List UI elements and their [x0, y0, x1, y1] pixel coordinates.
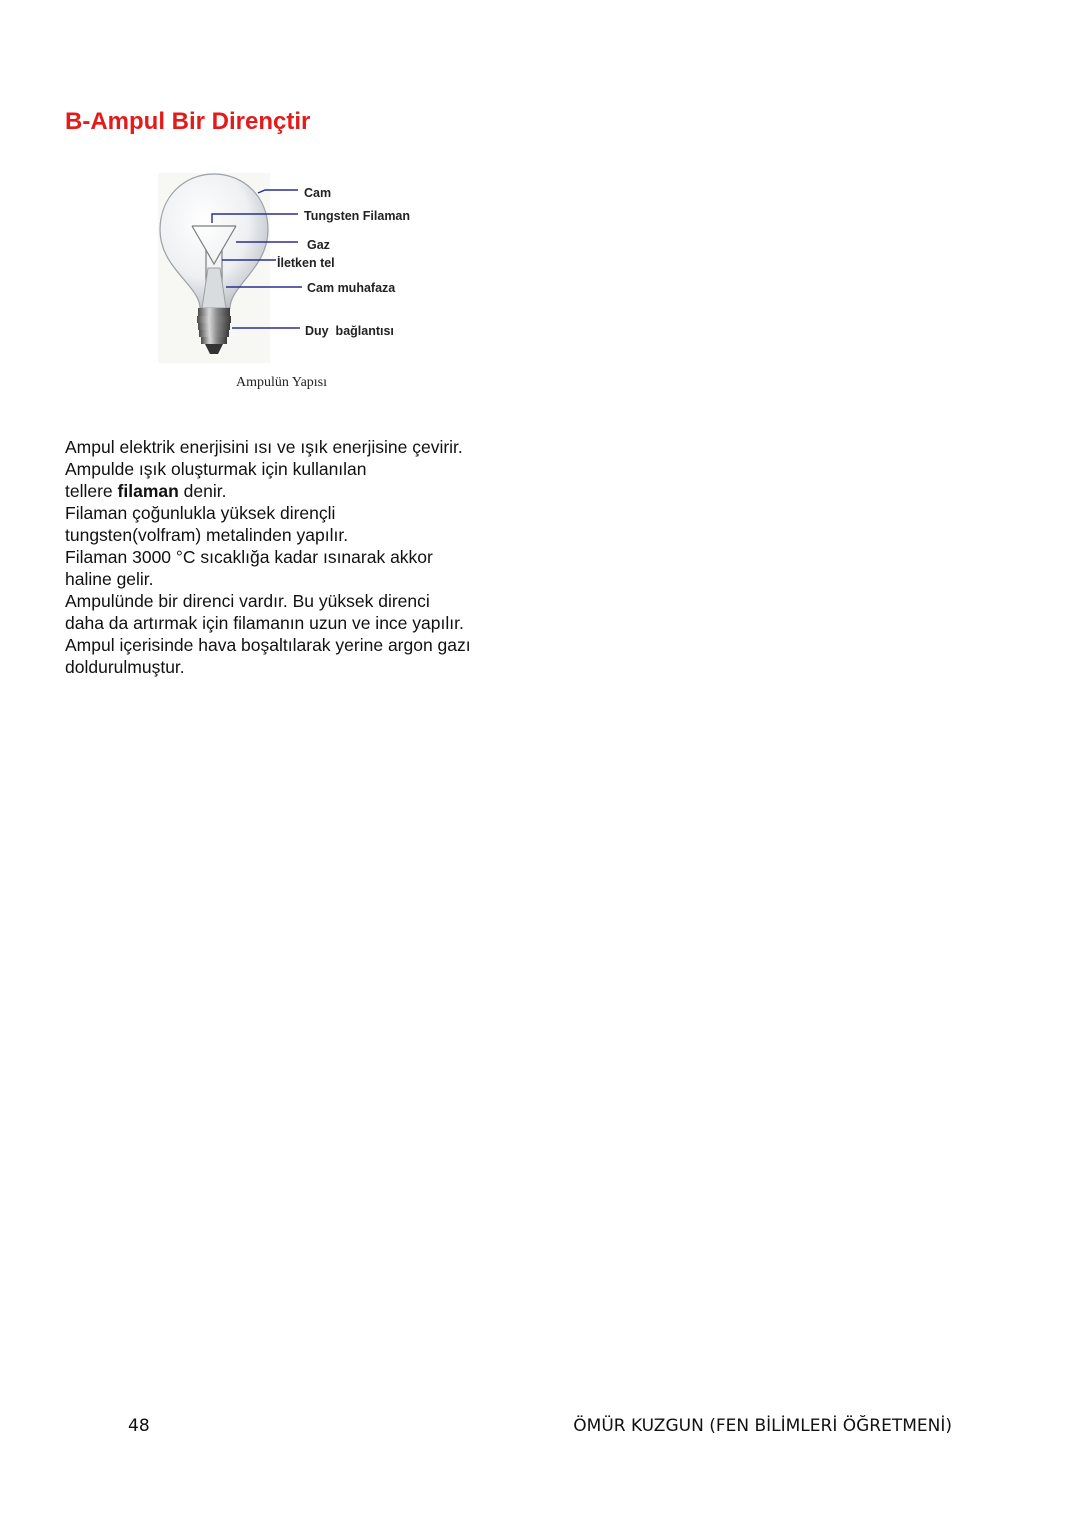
text-line: Ampul içerisinde hava boşaltılarak yerine argon gazı — [65, 635, 471, 655]
text-line: Ampul elektrik enerjisini ısı ve ışık enerjisine çevirir. — [65, 437, 463, 457]
text-line: daha da artırmak için filamanın uzun ve ince yapılır. — [65, 613, 464, 633]
text-span: denir. — [178, 481, 227, 501]
light-bulb-diagram — [150, 168, 450, 368]
text-line — [65, 480, 535, 502]
text-line: doldurulmuştur. — [65, 657, 185, 677]
label-tungsten-filaman: Tungsten Filaman — [304, 209, 411, 223]
page-number: 48 — [128, 1416, 150, 1436]
body-paragraph — [65, 436, 535, 678]
text-span: tellere — [65, 481, 118, 501]
text-line: Filaman çoğunlukla yüksek dirençli — [65, 503, 336, 523]
footer-author: ÖMÜR KUZGUN (FEN BİLİMLERİ ÖĞRETMENİ) — [573, 1416, 952, 1436]
light-bulb-figure — [150, 168, 450, 368]
bold-term-filaman: filaman — [117, 481, 179, 501]
label-iletken-tel: İletken tel — [277, 256, 335, 270]
label-duy-baglantisi: Duy bağlantısı — [305, 324, 394, 338]
text-line: tungsten(volfram) metalinden yapılır. — [65, 525, 349, 545]
text-line: haline gelir. — [65, 569, 154, 589]
figure-caption: Ampulün Yapısı — [236, 375, 328, 390]
text-line: Ampulde ışık oluşturmak için kullanılan — [65, 459, 367, 479]
page-title: B-Ampul Bir Dirençtir — [65, 108, 311, 135]
label-gaz: Gaz — [307, 238, 330, 252]
label-cam-muhafaza: Cam muhafaza — [307, 281, 396, 295]
label-cam: Cam — [304, 186, 332, 200]
text-line: Ampulünde bir direnci vardır. Bu yüksek direnci — [65, 591, 430, 611]
text-line: Filaman 3000 °C sıcaklığa kadar ısınarak akkor — [65, 547, 433, 567]
